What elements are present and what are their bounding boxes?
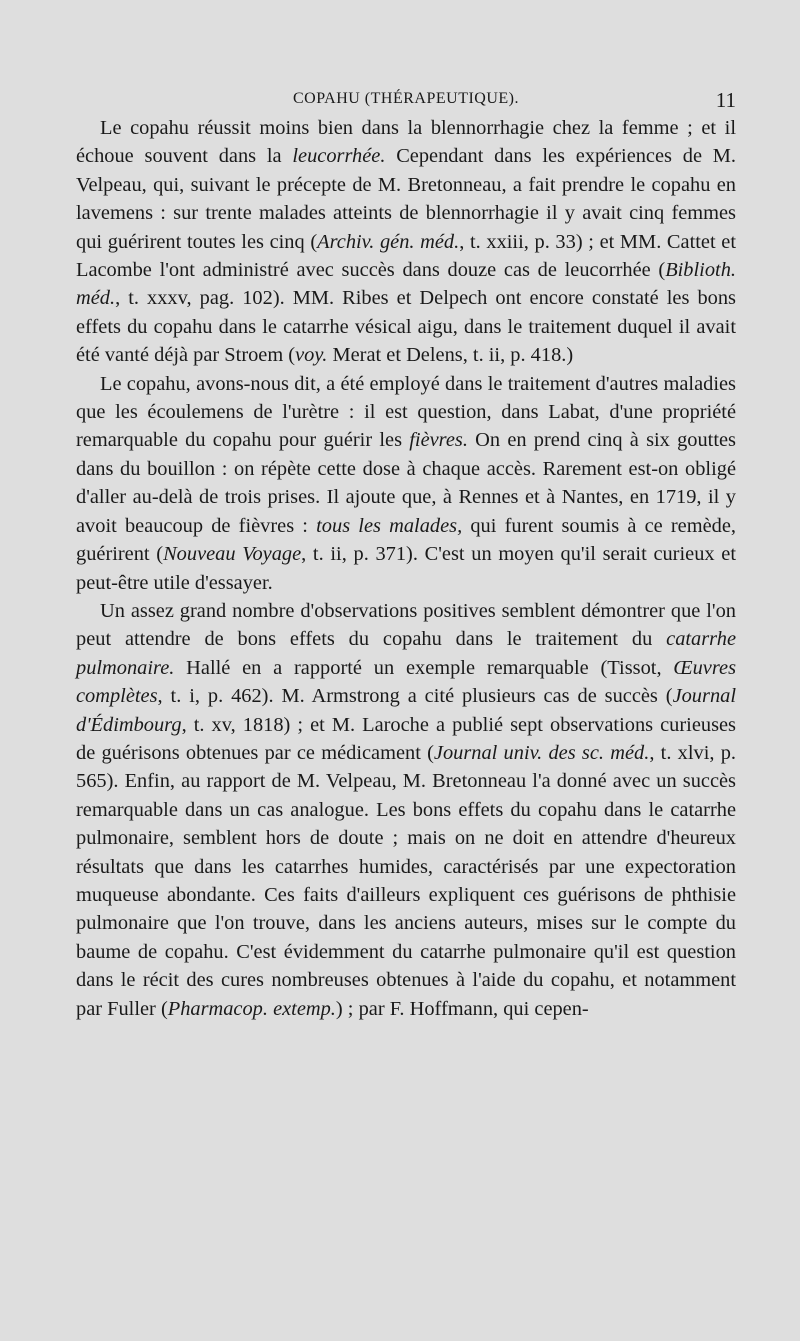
text-run: Cependant dans les expériences de M. Velpeau, qui, suivant le précepte de M. Bretonneau, a fait prendre le copahu en lavemens : sur trente malades atteints de blennorrhagie il y avait cinq femmes qui guérirent toutes les cinq ( xyxy=(76,145,736,253)
text-run: , t. ii, p. 371). C'est un moyen qu'il serait curieux et peut-être utile d'essayer. xyxy=(76,543,736,594)
italic-text: Archiv. gén. méd. xyxy=(317,230,460,253)
text-run: Le copahu réussit moins bien dans la blennorrhagie chez la femme ; et il échoue souvent dans la xyxy=(76,117,736,168)
italic-text: leucorrhée. xyxy=(292,145,386,168)
body-text xyxy=(76,114,736,1023)
text-run: Hallé en a rapporté un exemple remarquable (Tissot, xyxy=(174,656,674,679)
italic-text: Pharmacop. extemp. xyxy=(167,997,336,1020)
page-header xyxy=(76,88,736,112)
text-run: qui furent soumis à ce remède, guérirent ( xyxy=(76,514,736,566)
italic-text: Œuvres complètes xyxy=(76,656,736,708)
paragraph xyxy=(76,597,736,1023)
italic-text: tous les malades, xyxy=(316,514,463,537)
italic-text: fièvres. xyxy=(409,429,468,452)
italic-text: voy. xyxy=(295,344,328,367)
italic-text: Journal univ. des sc. méd. xyxy=(433,741,650,764)
paragraph xyxy=(76,370,736,597)
text-run: On en prend cinq à six gouttes dans du bouillon : on répète cette dose à chaque accès. Rarement est-on obligé d'aller au-delà de trois prises. Il ajoute que, à Rennes et à Nantes, en 1719, il y avoit beaucoup de fièvres : xyxy=(76,429,736,537)
text-run: ) ; par F. Hoffmann, qui cepen- xyxy=(335,997,589,1020)
italic-text: Biblioth. méd. xyxy=(76,259,736,310)
text-run: , t. xxxv, pag. 102). MM. Ribes et Delpech ont encore constaté les bons effets du copahu dans le catarrhe vésical aigu, dans le traitement duquel il avait été vanté déjà par Stroem ( xyxy=(76,287,736,367)
running-title: COPAHU (THÉRAPEUTIQUE). xyxy=(292,90,519,107)
text-run: Merat et Delens, t. ii, p. 418.) xyxy=(327,344,574,367)
italic-text: catarrhe pulmonaire. xyxy=(76,628,736,679)
page-number: 11 xyxy=(715,88,736,112)
italic-text: Nouveau Voyage xyxy=(163,543,302,566)
italic-text: Journal d'Édimbourg xyxy=(76,685,736,736)
text-run: , t. xxiii, p. 33) ; et MM. Cattet et Lacombe l'ont administré avec succès dans douze cas de leucorrhée ( xyxy=(76,230,736,282)
text-run: , t. xlvi, p. 565). Enfin, au rapport de M. Velpeau, M. Bretonneau l'a donné avec un succès remarquable dans un cas analogue. Les bons effets du copahu dans le catarrhe pulmonaire, semblent hors de doute ; mais on ne doit en attendre d'heureux résultats que dans les catarrhes humides, caractérisés par une expectoration muqueuse abondante. Ces faits d'ailleurs expliquent ces guérisons de phthisie pulmonaire que l'on trouve, dans les anciens auteurs, mises sur le compte du baume de copahu. C'est évidemment du catarrhe pulmonaire qu'il est question dans le récit des cures nombreuses obtenues à l'aide du copahu, et notamment par Fuller ( xyxy=(76,741,736,1020)
text-run: Un assez grand nombre d'observations positives semblent démontrer que l'on peut attendre de bons effets du copahu dans le traitement du xyxy=(76,599,736,651)
paragraph xyxy=(76,114,736,370)
text-run: Le copahu, avons-nous dit, a été employé dans le traitement d'autres maladies que les écoulemens de l'urètre : il est question, dans Labat, d'une propriété remarquable du copahu pour guérir les xyxy=(76,372,736,452)
text-run: , t. xv, 1818) ; et M. Laroche a publié sept observations curieuses de guérisons obtenues par ce médicament ( xyxy=(76,713,736,764)
text-run: , t. i, p. 462). M. Armstrong a cité plusieurs cas de succès ( xyxy=(157,685,673,708)
